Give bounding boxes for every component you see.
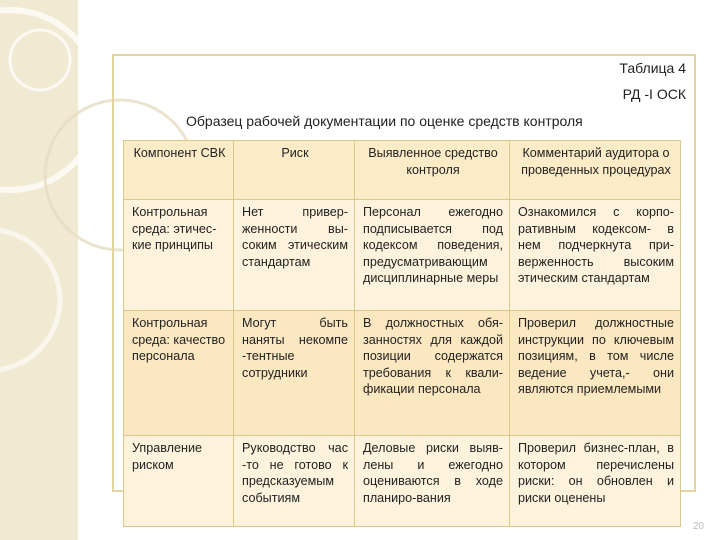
table-code: РД -I ОСК: [622, 86, 686, 102]
assessment-table-wrap: [123, 140, 680, 527]
table-row: [124, 436, 681, 527]
cell-control: Деловые риски выяв-лены и ежегодно оцениваются в ходе планиро-вания: [355, 436, 510, 527]
assessment-table: [123, 140, 681, 527]
cell-risk: Руководство час -то не готово к предсказуемым событиям: [234, 436, 355, 527]
cell-comment: Ознакомился с корпо-ративным кодексом- в нем подчеркнута при-верженность высоким этическим стандартам: [510, 200, 681, 311]
table-number: Таблица 4: [619, 60, 686, 76]
col-header-comment: Комментарий аудитора о проведенных процедурах: [510, 141, 681, 200]
cell-component: Управление риском: [124, 436, 234, 527]
cell-comment: Проверил должностные инструкции по ключевым позициям, в том числе ведение учета,- они являются приемлемыми: [510, 311, 681, 436]
page-number: 20: [692, 521, 704, 532]
cell-risk: Нет привер-женности вы-соким этическим стандартам: [234, 200, 355, 311]
cell-component: Контрольная среда: качество персонала: [124, 311, 234, 436]
table-row: [124, 311, 681, 436]
header-row: [124, 141, 681, 200]
cell-risk: Могут быть наняты некомпе -тентные сотрудники: [234, 311, 355, 436]
cell-comment: Проверил бизнес-план, в котором перечислены риски: он обновлен и риски оценены: [510, 436, 681, 527]
document-title: Образец рабочей документации по оценке средств контроля: [186, 113, 583, 129]
cell-control: В должностных обя-занностях для каждой позиции содержатся требования к квали-фикации персонала: [355, 311, 510, 436]
col-header-risk: Риск: [234, 141, 355, 200]
cell-component: Контрольная среда: этичес-кие принципы: [124, 200, 234, 311]
col-header-component: Компонент СВК: [124, 141, 234, 200]
cell-control: Персонал ежегодно подписывается под кодексом поведения, предусматривающим дисциплинарные меры: [355, 200, 510, 311]
col-header-control: Выявленное средство контроля: [355, 141, 510, 200]
table-row: [124, 200, 681, 311]
